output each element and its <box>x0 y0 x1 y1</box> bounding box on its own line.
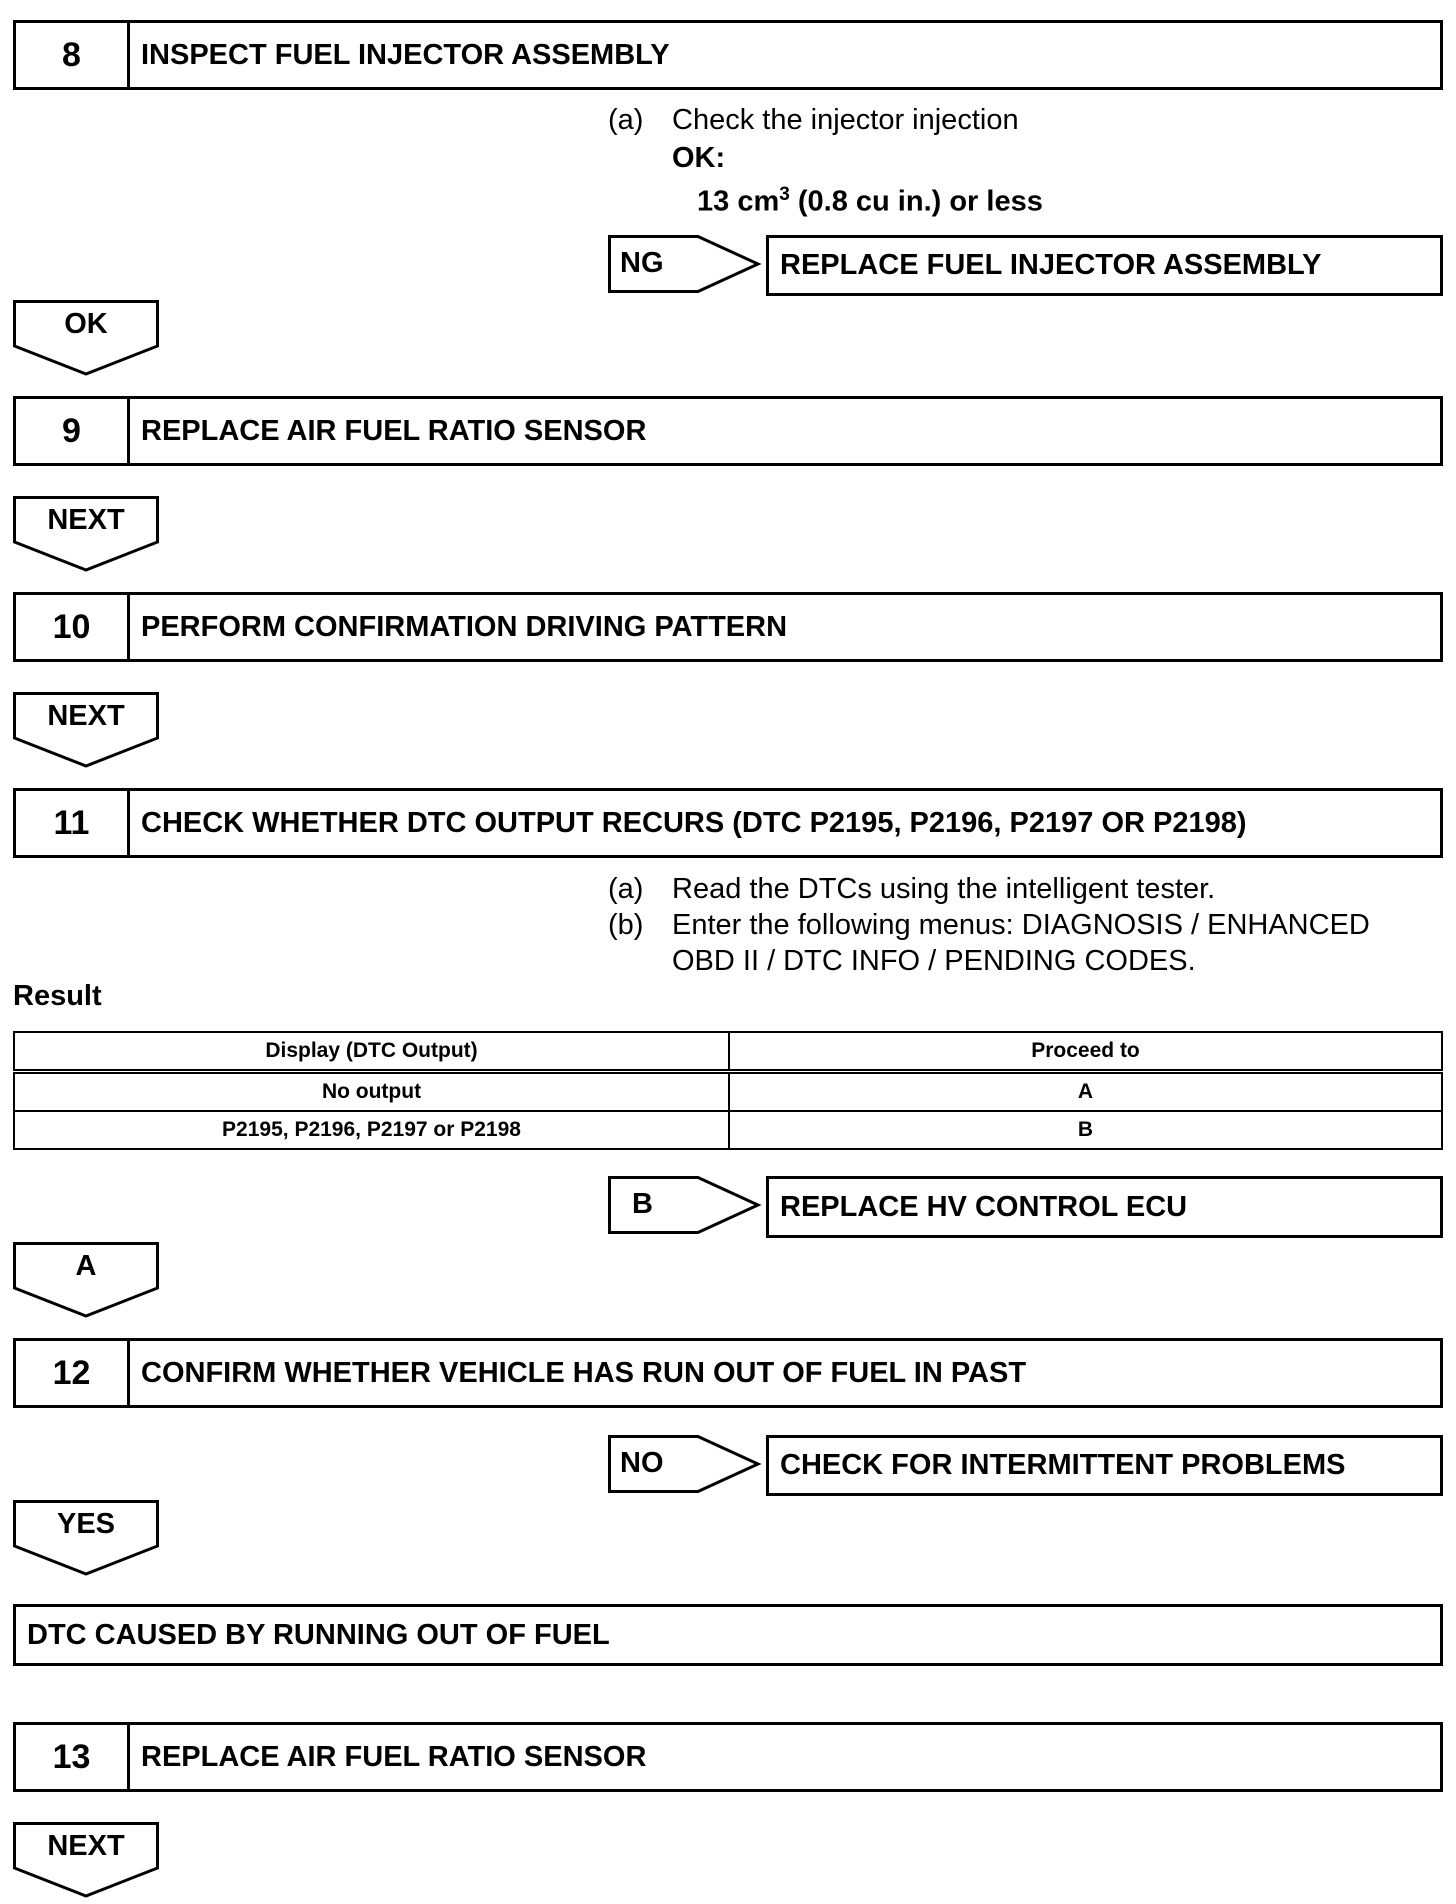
result-heading: Result <box>13 980 102 1012</box>
next-down-arrow <box>13 692 159 768</box>
step-10-box <box>13 592 1443 662</box>
step-12-box <box>13 1338 1443 1408</box>
table-header-row <box>14 1032 1442 1072</box>
spec-superscript: 3 <box>779 184 790 205</box>
step-11-box <box>13 788 1443 858</box>
step-number: 9 <box>16 399 130 463</box>
step-13-box <box>13 1722 1443 1792</box>
conclusion-box: DTC CAUSED BY RUNNING OUT OF FUEL <box>13 1604 1443 1666</box>
branch-ng-arrow <box>608 235 763 293</box>
arrow-label: NEXT <box>47 1830 125 1862</box>
arrow-label: YES <box>56 1508 116 1540</box>
table-header-proceed: Proceed to <box>729 1032 1442 1072</box>
step-title: REPLACE AIR FUEL RATIO SENSOR <box>141 1740 647 1773</box>
next-down-arrow <box>13 496 159 572</box>
table-cell: A <box>729 1072 1442 1112</box>
step-number: 11 <box>16 791 130 855</box>
branch-label: NG <box>620 247 664 279</box>
step-title: CONFIRM WHETHER VEHICLE HAS RUN OUT OF FUEL IN PAST <box>141 1356 1027 1389</box>
table-header-display: Display (DTC Output) <box>14 1032 729 1072</box>
step-title: REPLACE AIR FUEL RATIO SENSOR <box>141 414 647 447</box>
table-cell: P2195, P2196, P2197 or P2198 <box>14 1111 729 1149</box>
step-number: 12 <box>16 1341 130 1405</box>
table-row <box>14 1111 1442 1149</box>
a-down-arrow <box>13 1242 159 1318</box>
step-number: 8 <box>16 23 130 87</box>
step8-item-a-text: Check the injector injection <box>672 104 1019 136</box>
step11-item-a-marker: (a) <box>608 873 644 905</box>
branch-label: NO <box>620 1447 664 1479</box>
spec-suffix: (0.8 cu in.) or less <box>789 185 1043 218</box>
step-title: CHECK WHETHER DTC OUTPUT RECURS (DTC P2195, P2196, P2197 OR P2198) <box>141 806 1247 839</box>
step-number: 13 <box>16 1725 130 1789</box>
arrow-label: OK <box>64 308 108 340</box>
branch-label: B <box>632 1188 653 1220</box>
yes-down-arrow <box>13 1500 159 1576</box>
branch-b-result: REPLACE HV CONTROL ECU <box>766 1176 1443 1238</box>
step-title: INSPECT FUEL INJECTOR ASSEMBLY <box>141 38 670 71</box>
step-title: PERFORM CONFIRMATION DRIVING PATTERN <box>141 610 788 643</box>
table-row <box>14 1072 1442 1112</box>
branch-ng-result: REPLACE FUEL INJECTOR ASSEMBLY <box>766 235 1443 296</box>
step11-item-b-line1: Enter the following menus: DIAGNOSIS / ENHANCED <box>672 909 1370 941</box>
arrow-label: NEXT <box>47 504 125 536</box>
next-down-arrow <box>13 1822 159 1898</box>
table-cell: No output <box>14 1072 729 1112</box>
ok-spec-label: OK: <box>672 142 726 174</box>
branch-no-result: CHECK FOR INTERMITTENT PROBLEMS <box>766 1435 1443 1496</box>
branch-no-arrow <box>608 1435 763 1493</box>
arrow-label: A <box>75 1250 97 1282</box>
step-8-box <box>13 20 1443 90</box>
step-number: 10 <box>16 595 130 659</box>
arrow-label: NEXT <box>47 700 125 732</box>
step-9-box <box>13 396 1443 466</box>
step11-item-b-marker: (b) <box>608 909 644 941</box>
spec-prefix: 13 cm <box>697 185 780 218</box>
ok-spec-value <box>697 184 1043 219</box>
step8-item-a-marker: (a) <box>608 104 644 136</box>
ok-down-arrow <box>13 300 159 376</box>
step11-item-a-text: Read the DTCs using the intelligent tester. <box>672 873 1216 905</box>
step11-item-b-line2: OBD II / DTC INFO / PENDING CODES. <box>672 945 1196 977</box>
table-cell: B <box>729 1111 1442 1149</box>
branch-b-arrow <box>608 1176 763 1234</box>
result-table <box>13 1031 1443 1150</box>
